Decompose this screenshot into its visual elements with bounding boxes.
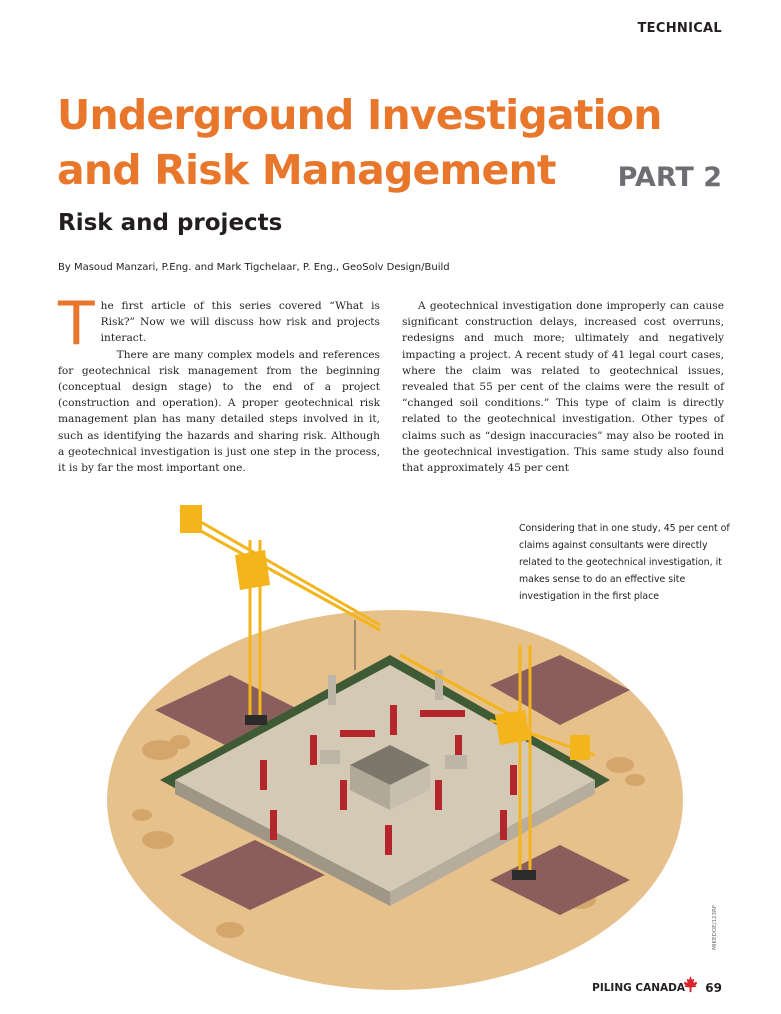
paragraph-3: A geotechnical investigation done improperly can cause significant construction delays, increased cost overruns, redesigns and much more; ultimately and negatively impacting a project. A recent study of 41 legal court cases, where the claim was related to geotechnical issues, revealed that 55 per cent of the claims were the result of “changed soil conditions.” This type of claim is directly related to the geotechnical investigation. Other types of claims such as “design inaccuracies” may also be rooted in the geotechnical investigation. This same study also found that approximately 45 per cent xyxy=(402,300,724,475)
title-line-2: and Risk Management xyxy=(57,146,556,194)
section-tag: TECHNICAL xyxy=(637,21,722,36)
text-column-right xyxy=(402,298,724,476)
paragraph-1-text: he first article of this series covered “What is Risk?” Now we will discuss how risk and projects interact. xyxy=(100,300,380,345)
paragraph-2: There are many complex models and references for geotechnical risk management from the beginning (conceptual design stage) to the end of a project (construction and operation). A proper geotechnical risk management plan has many detailed steps involved in it, such as identifying the hazards and sharing risk. Although a geotechnical investigation is just one step in the process, it is by far the most important one. xyxy=(58,348,380,475)
drop-cap: T xyxy=(58,289,95,359)
part-label: PART 2 xyxy=(617,162,722,193)
magazine-name: PILING CANADA xyxy=(592,982,685,994)
maple-leaf-icon xyxy=(681,975,700,994)
figure-caption: Considering that in one study, 45 per cent of claims against consultants were directly related to the geotechnical investigation, it makes sense to do an effective site investigation in the first place xyxy=(519,523,730,602)
article-title xyxy=(57,88,662,198)
image-credit: MIKEDOE/123RF xyxy=(712,905,718,950)
text-column-left xyxy=(58,289,380,476)
byline: By Masoud Manzari, P.Eng. and Mark Tigchelaar, P. Eng., GeoSolv Design/Build xyxy=(58,262,450,273)
page-number: 69 xyxy=(705,981,722,995)
title-line-1: Underground Investigation xyxy=(57,91,662,139)
article-subtitle: Risk and projects xyxy=(58,210,283,236)
paragraph-1 xyxy=(58,289,380,359)
